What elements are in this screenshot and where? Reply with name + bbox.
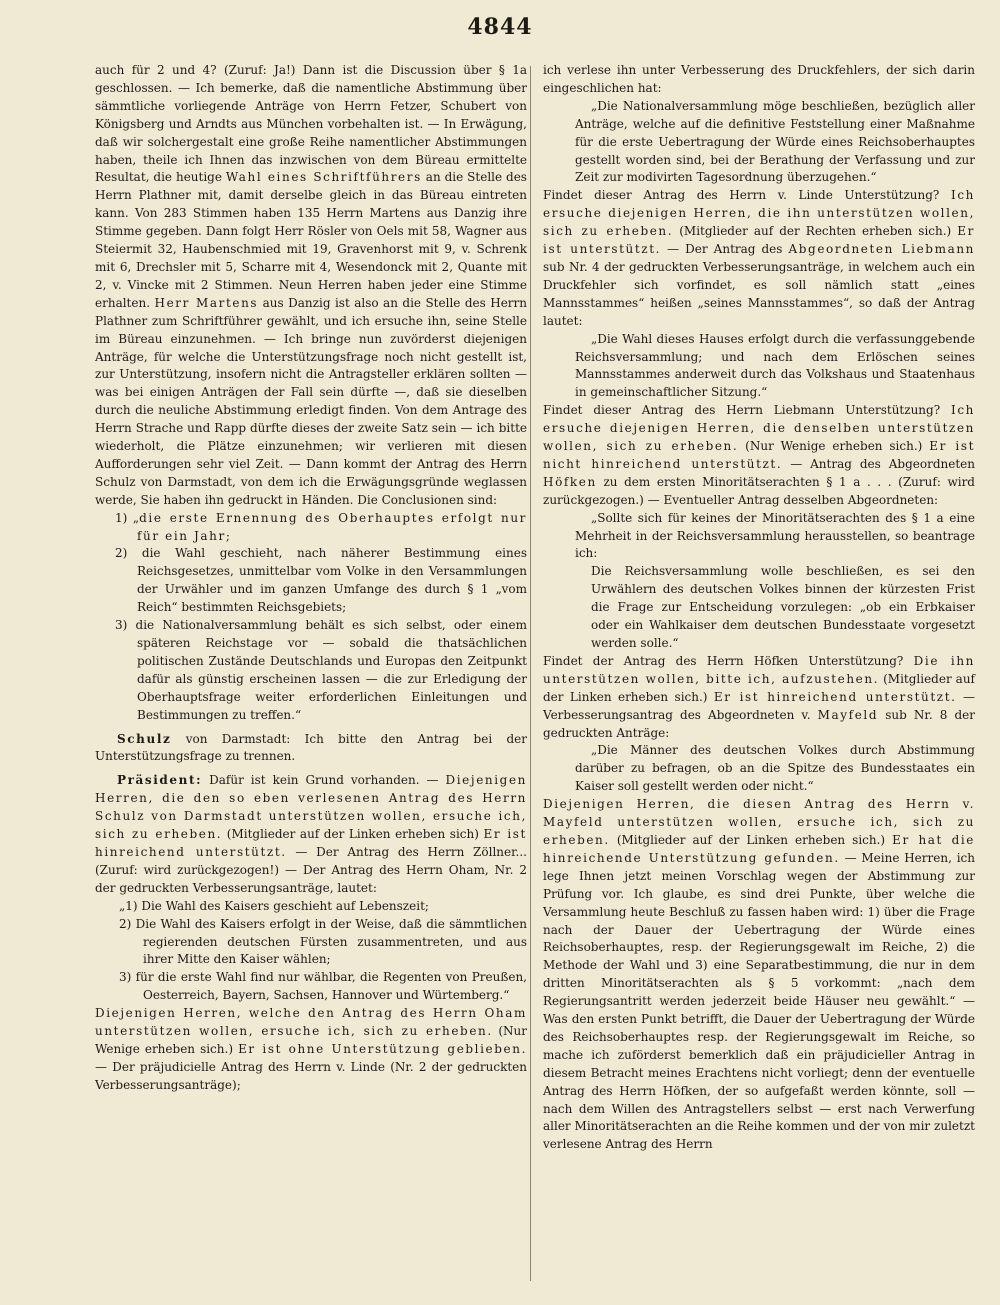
paragraph-linde-intro: ich verlese ihn unter Verbesserung des Druckfehlers, der sich darin eingeschlichen hat: — [543, 63, 975, 95]
paragraph-opening: auch für 2 und 4? (Zuruf: Ja!) Dann ist die Discussion über § 1a geschlossen. — Ich bemerke, daß die namentliche Abstimmung über sämmtliche vorliegende Anträge von Herrn Fetzer, Schubert von Königsberg und Arndts aus München vorbehalten ist. — In Erwägung, daß wir solchergestalt eine große Reihe namentlicher Abstimmungen haben, theile ich Ihnen das inzwischen von dem Büreau ermittelte Resultat, die heutige Wahl eines Schriftführers an die Stelle des Herrn Plathner mit, damit derselbe gleich in das Büreau eintreten kann. Von 283 Stimmen haben 135 Herrn Martens aus Danzig ihre Stimme gegeben. Dann folgt Herr Rösler von Oels mit 58, Wagner aus Steiermit 32, Haubenschmied mit 19, Gravenhorst mit 9, v. Schrenk mit 6, Drechsler mit 5, Scharre mit 4, Wesendonck mit 2, Quante mit 2, v. Vincke mit 2 Stimmen. Neun Herren haben jeder eine Stimme erhalten. Herr Martens aus Danzig ist also an die Stelle des Herrn Plathner zum Schriftführer gewählt, und ich ersuche ihn, seine Stelle im Büreau einzunehmen. — Ich bringe nun zuvörderst diejenigen Anträge, für welche die Unterstützungsfrage noch nicht gestellt ist, zur Unterstützung, insofern nicht die Antragsteller erklären sollten — was bei einigen Anträgen der Fall sein dürfte —, daß sie dieselben durch die neuliche Abstimmung erledigt finden. Von dem Antrage des Herrn Strache und Rapp dürfte dieses der zweite Satz sein — ich bitte wiederholt, die Plätze einzunehmen; wir verlieren mit diesen Aufforderungen sehr viel Zeit. — Dann kommt der Antrag des Herrn Schulz von Darmstadt, von dem ich die Erwägungsgründe weglassen werde, Sie haben ihn gedruckt in Händen. Die Conclusionen sind: — [95, 63, 528, 507]
motion-item: „1) Die Wahl des Kaisers geschieht auf Lebenszeit; — [119, 898, 429, 913]
page-number: 4844 — [467, 14, 533, 40]
conclusions-list — [95, 510, 527, 725]
motion-item: 2) Die Wahl des Kaisers erfolgt in der Weise, daß die sämmtlichen regierenden deutschen Fürsten zusammentreten, und aus ihrer Mitte den Kaiser wählen; — [119, 916, 527, 967]
spaced-emphasis: Wahl eines Schriftführers — [225, 170, 422, 185]
left-column — [95, 62, 527, 1095]
spaced-name: Herr Martens — [154, 295, 259, 310]
quote-liebmann: „Die Wahl dieses Hauses erfolgt durch die verfassunggebende Reichsversammlung; und nach dem Erlöschen seines Mannsstammes anderweit durch das Volkshaus und Staatenhaus in gemeinschaftlicher Sitzung.“ — [575, 331, 975, 400]
conclusion-item: 3) die Nationalversammlung behält es sich selbst, oder einem späteren Reichstage vor — sobald die thatsächlichen politischen Zustände Deutschlands und Europas den Zeitpunkt dafür als günstig erscheinen lassen — die zur Erledigung der Oberhauptsfrage weiter erforderlichen Einleitungen und Bestimmungen zu treffen.“ — [115, 618, 527, 722]
quote-mayfeld: „Die Männer des deutschen Volkes durch Abstimmung darüber zu befragen, ob an die Spitze des Bundesstaates ein Kaiser soll gestellt werden oder nicht.“ — [575, 743, 975, 794]
paragraph-hoefken-vote: Findet der Antrag des Herrn Höfken Unterstützung? Die ihn unterstützen wollen, bitte ich, aufzustehen. (Mitglieder auf der Linken erheben sich.) Er ist hinreichend unterstützt. — Verbesserungsantrag des Abgeordneten v. Mayfeld sub Nr. 8 der gedruckten Anträge: — [543, 653, 975, 740]
speaker-name: Präsident: — [117, 773, 203, 788]
oham-motion-quote — [95, 898, 527, 1005]
paragraph-linde-vote: Findet dieser Antrag des Herrn v. Linde Unterstützung? Ich ersuche diejenigen Herren, die ihn unterstützen wollen, sich zu erheben. (Mitglieder auf der Rechten erheben sich.) Er ist unterstützt. — Der Antrag des Abgeordneten Liebmann sub Nr. 4 der gedruckten Verbesserungsanträge, in welchem auch ein Druckfehler sich vorfindet, es soll nämlich statt „eines Mannsstammes“ heißen „seines Mannsstammes“, so daß der Antrag lautet: — [543, 188, 975, 328]
speech-president: Präsident: Dafür ist kein Grund vorhanden. — Diejenigen Herren, die den so eben verlesenen Antrag des Herrn Schulz von Darmstadt unterstützen wollen, ersuche ich, sich zu erheben. (Mitglieder auf der Linken erheben sich) Er ist hinreichend unterstützt. — Der Antrag des Herrn Zöllner... (Zuruf: wird zurückgezogen!) — Der Antrag des Herrn Oham, Nr. 2 der gedruckten Verbesserungsanträge, lautet: — [95, 773, 527, 895]
paragraph-closing: Diejenigen Herren, welche den Antrag des Herrn Oham unterstützen wollen, ersuche ich, sich zu erheben. (Nur Wenige erheben sich.) Er ist ohne Unterstützung geblieben. — Der präjudicielle Antrag des Herrn v. Linde (Nr. 2 der gedruckten Verbesserungsanträge); — [95, 1006, 527, 1092]
quote-hoefken: „Sollte sich für keines der Minoritätserachten des § 1 a eine Mehrheit in der Reichsversammlung herausstellen, so beantrage ich: — [575, 510, 975, 561]
conclusion-item: 1) „die erste Ernennung des Oberhauptes erfolgt nur für ein Jahr; — [115, 510, 527, 543]
conclusion-item: 2) die Wahl geschieht, nach näherer Bestimmung eines Reichsgesetzes, unmittelbar vom Volke in den Versammlungen der Urwähler und im ganzen Umfange des durch § 1 „vom Reich“ bestimmten Reichsgebiets; — [115, 546, 527, 615]
quote-linde: „Die Nationalversammlung möge beschließen, bezüglich aller Anträge, welche auf die definitive Feststellung einer Maßnahme für die erste Uebertragung der Würde eines Reichsoberhauptes gestellt worden sind, bei der Berathung der Verfassung und zur Zeit zur modivirten Tagesordnung überzugehen.“ — [575, 98, 975, 185]
motion-item: 3) für die erste Wahl find nur wählbar, die Regenten von Preußen, Oesterreich, Bayern, Sachsen, Hannover und Würtemberg.“ — [119, 970, 527, 1003]
speech-schulz: Schulz von Darmstadt: Ich bitte den Antrag bei der Unterstützungsfrage zu trennen. — [95, 731, 527, 764]
speaker-name: Schulz — [117, 731, 172, 746]
quote-hoefken-body: Die Reichsversammlung wolle beschließen, es sei den Urwählern des deutschen Volkes binnen der kürzesten Frist die Frage zur Entscheidung vorzulegen: „ob ein Erbkaiser oder ein Wahlkaiser dem deutschen Bundesstaate vorgesetzt werden solle.“ — [591, 564, 975, 650]
paragraph-liebmann-vote: Findet dieser Antrag des Herrn Liebmann Unterstützung? Ich ersuche diejenigen Herren, die denselben unterstützen wollen, sich zu erheben. (Nur Wenige erheben sich.) Er ist nicht hinreichend unterstützt. — Antrag des Abgeordneten Höfken zu dem ersten Minoritätserachten § 1 a . . . (Zuruf: wird zurückgezogen.) — Eventueller Antrag desselben Abgeordneten: — [543, 403, 975, 507]
column-divider — [530, 66, 531, 1281]
paragraph-mayfeld-vote: Diejenigen Herren, die diesen Antrag des Herrn v. Mayfeld unterstützen wollen, ersuche ich, sich zu erheben. (Mitglieder auf der Linken erheben sich.) Er hat die hinreichende Unterstützung gefunden. — Meine Herren, ich lege Ihnen jetzt meinen Vorschlag wegen der Abstimmung zur Prüfung vor. Ich glaube, es sind drei Punkte, über welche die Versammlung heute Beschluß zu fassen haben wird: 1) über die Frage nach der Dauer der Uebertragung der Würde eines Reichsoberhauptes, resp. der Regierungsgewalt im Reiche, 2) die Methode der Wahl und 3) eine Separatbestimmung, die nur in dem dritten Minoritätserachten als § 5 vorkommt: „nach dem Regierungsantritt werden jederzeit beide Häuser neu gewählt.“ — Was den ersten Punkt betrifft, die Dauer der Uebertragung der Würde des Reichsoberhauptes resp. der Regierungsgewalt im Reiche, so mache ich zuförderst bemerklich daß ein präjudicieller Antrag in diesem Betracht meines Erachtens nicht vorliegt; denn der eventuelle Antrag des Herrn Höfken, der so aufgefaßt werden könnte, soll — nach dem Willen des Antragstellers selbst — erst nach Verwerfung aller Minoritätserachten an die Reihe kommen und der von mir zuletzt verlesene Antrag des Herrn — [543, 797, 976, 1152]
right-column — [543, 62, 975, 1154]
